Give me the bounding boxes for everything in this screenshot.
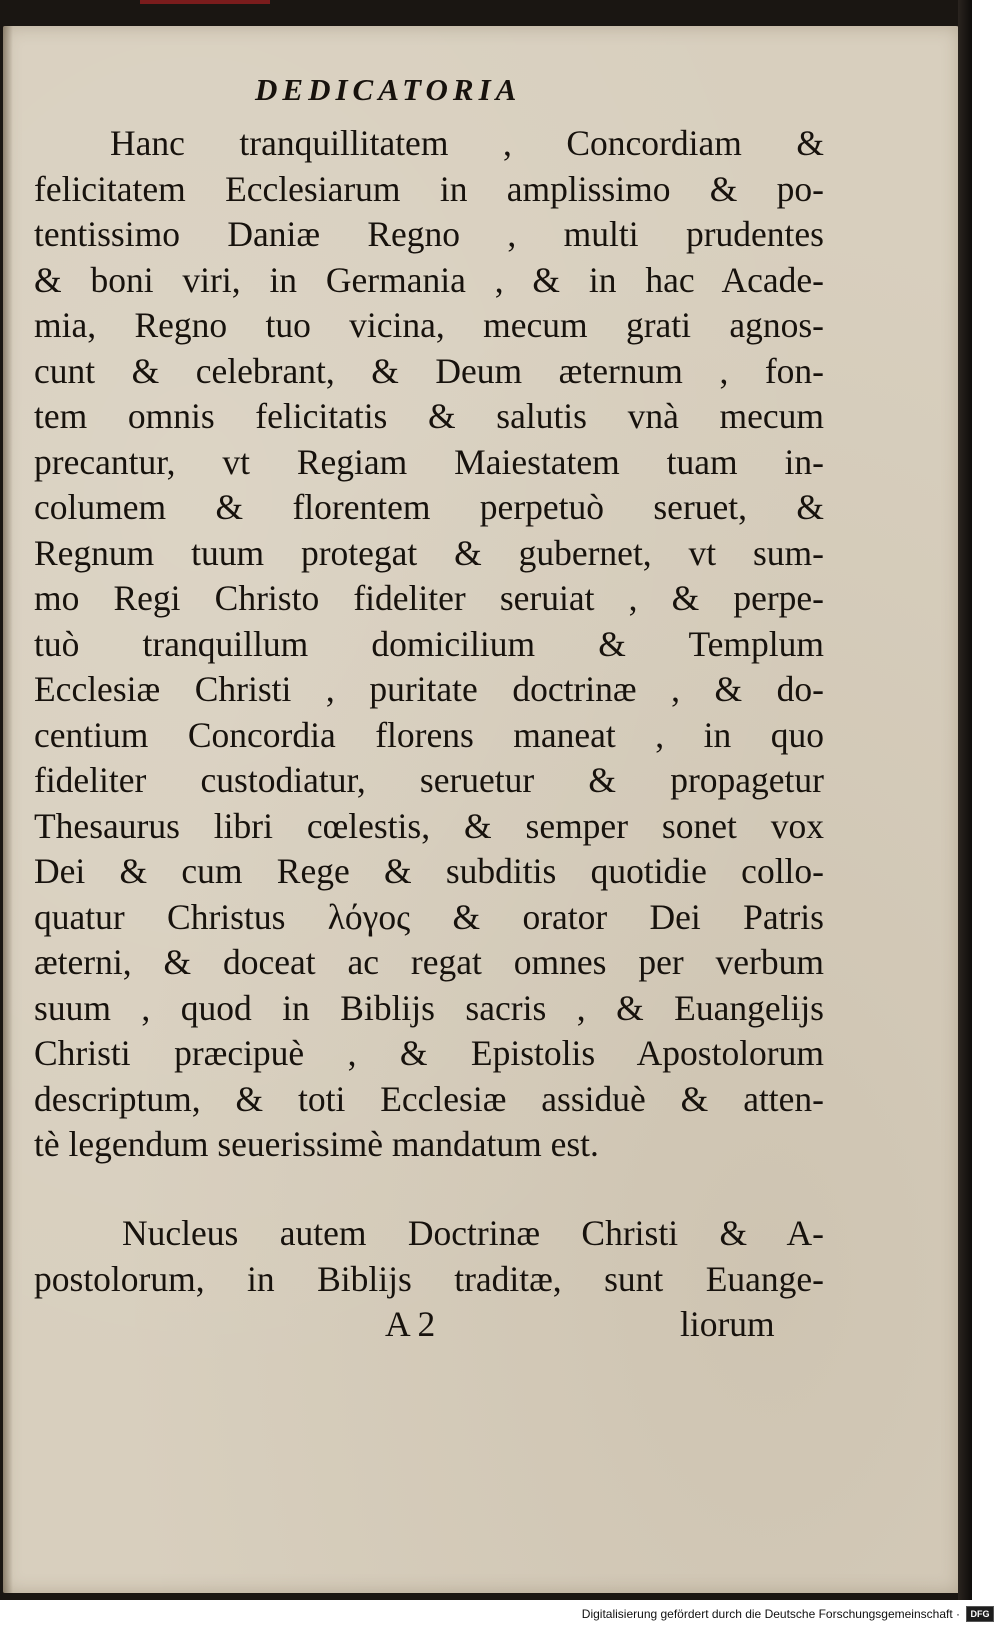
text-line: Thesaurus libri cœlestis, & semper sonet vox — [34, 805, 824, 846]
digitization-credit: Digitalisierung gefördert durch die Deutsche Forschungsgemeinschaft · — [581, 1607, 960, 1621]
paragraph-nucleus — [34, 1211, 824, 1302]
dfg-logo: DFG — [966, 1606, 994, 1622]
text-line: precantur, vt Regiam Maiestatem tuam in- — [34, 441, 824, 482]
text-line: Ecclesiæ Christi , puritate doctrinæ , & do- — [34, 669, 824, 709]
page-edge-shadow — [958, 0, 972, 1600]
text-line: fideliter custodiatur, seruetur & propagetur — [34, 760, 824, 800]
paragraph-dedication — [34, 121, 824, 1168]
text-line: descriptum, & toti Ecclesiæ assiduè & atten- — [34, 1078, 824, 1119]
text-line: postolorum, in Biblijs traditæ, sunt Euange- — [34, 1258, 824, 1299]
text-line: Dei & cum Rege & subditis quotidie collo- — [34, 851, 824, 891]
text-line: Regnum tuum protegat & gubernet, vt sum- — [34, 532, 824, 573]
text-line: æterni, & doceat ac regat omnes per verbum — [34, 942, 824, 982]
text-line: tè legendum seuerissimè mandatum est. — [34, 1124, 599, 1164]
catchword: liorum — [680, 1304, 775, 1344]
page-gutter-shadow — [3, 26, 13, 1593]
signature-mark: A 2 — [385, 1304, 436, 1344]
text-line: tentissimo Daniæ Regno , multi prudentes — [34, 214, 824, 254]
text-line: mo Regi Christo fideliter seruiat , & perpe- — [34, 578, 824, 618]
text-line: quatur Christus λόγος & orator Dei Patris — [34, 896, 824, 937]
text-line: columem & florentem perpetuò seruet, & — [34, 487, 824, 527]
text-line: cunt & celebrant, & Deum æternum , fon- — [34, 350, 824, 391]
text-line: centium Concordia florens maneat , in quo — [34, 714, 824, 755]
text-line: mia, Regno tuo vicina, mecum grati agnos- — [34, 305, 824, 345]
text-line: suum , quod in Biblijs sacris , & Euangelijs — [34, 987, 824, 1028]
text-line: Nucleus autem Doctrinæ Christi & A- — [122, 1213, 824, 1253]
text-line: tem omnis felicitatis & salutis vnà mecum — [34, 396, 824, 436]
text-line: Christi præcipuè , & Epistolis Apostolorum — [34, 1033, 824, 1073]
text-line: Hanc tranquillitatem , Concordiam & — [110, 123, 824, 163]
text-line: & boni viri, in Germania , & in hac Acade- — [34, 259, 824, 300]
binding-mark — [140, 0, 270, 4]
text-line: tuò tranquillum domicilium & Templum — [34, 623, 824, 664]
running-head: DEDICATORIA — [255, 72, 522, 107]
text-line: felicitatem Ecclesiarum in amplissimo & po- — [34, 168, 824, 209]
